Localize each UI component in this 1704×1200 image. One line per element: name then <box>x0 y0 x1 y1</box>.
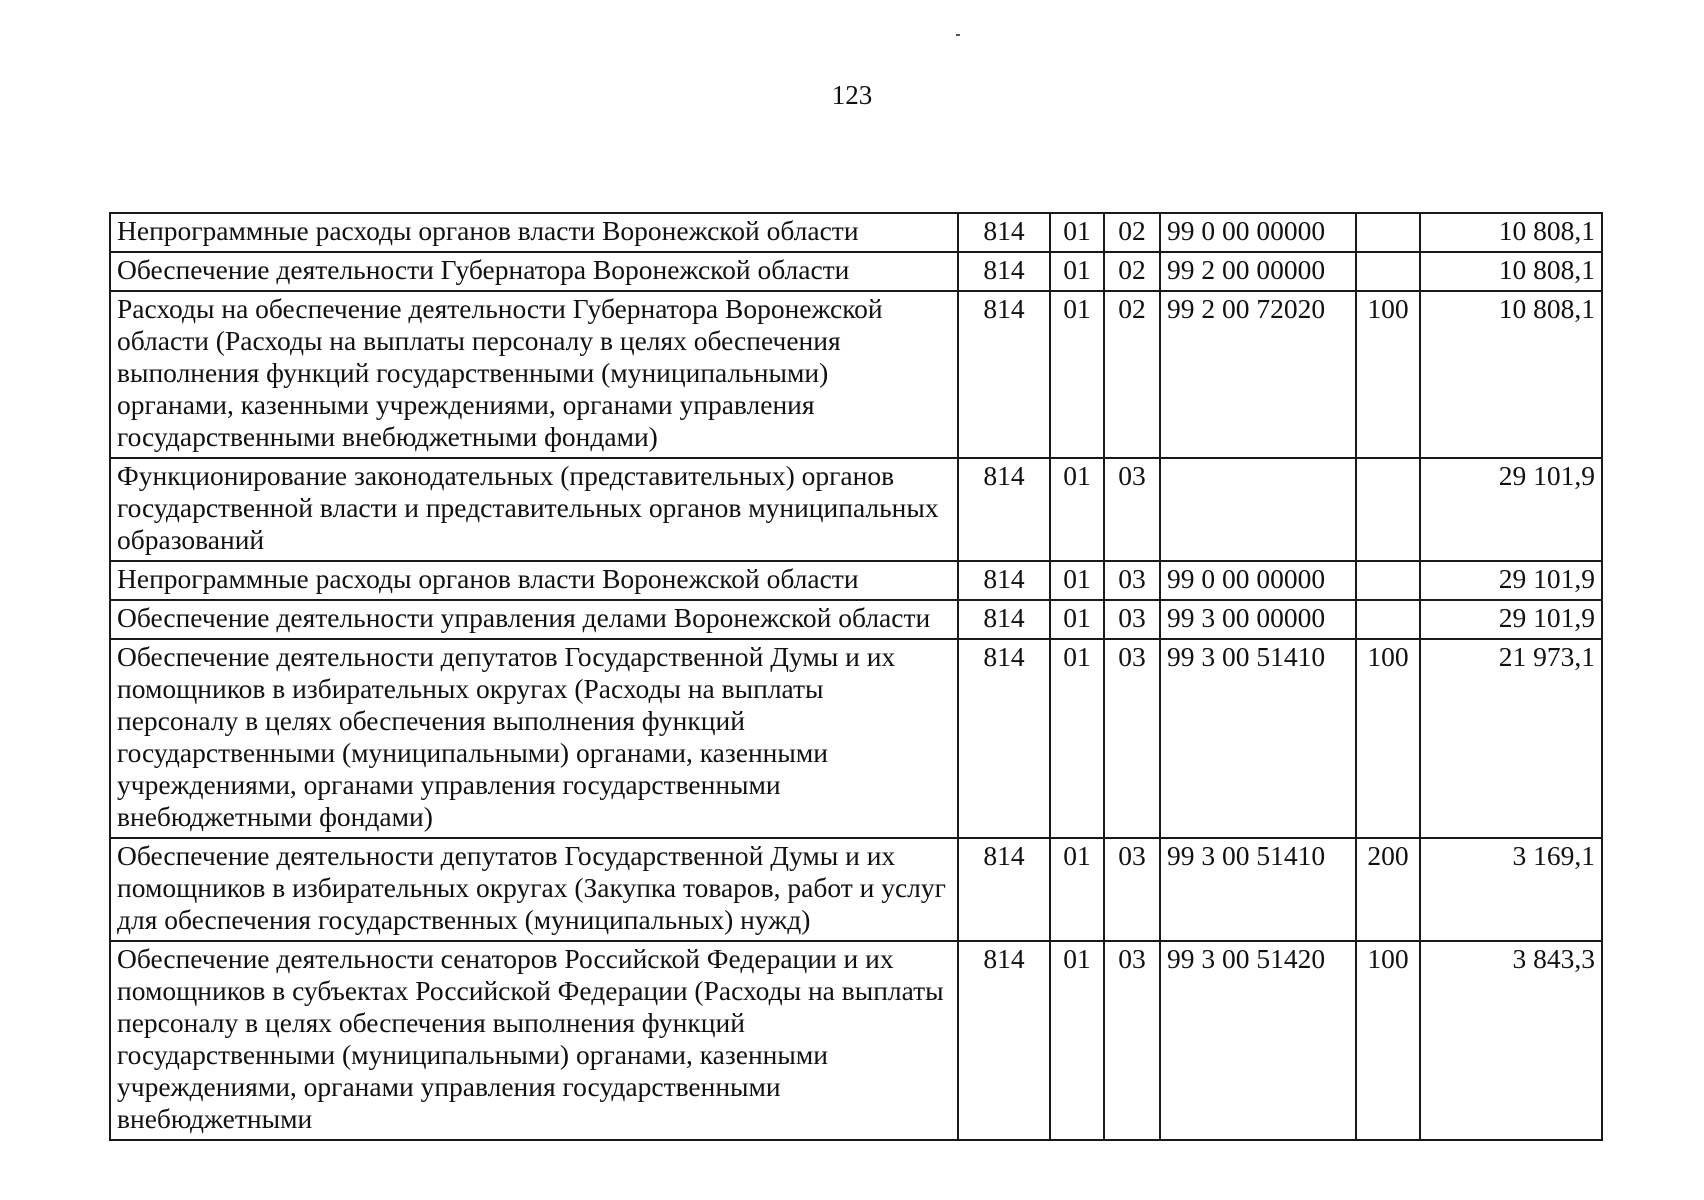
expense-name-cell: Обеспечение деятельности сенаторов Российской Федерации и их помощников в субъектах Российской Федерации (Расходы на выплаты персоналу в целях обеспечения выполнения функций государственными (муниципальными) органами, казенными учреждениями, органами управления государственными внебюджетными <box>110 941 958 1140</box>
table-row <box>110 639 1602 838</box>
subsection-code-cell: 03 <box>1104 600 1160 639</box>
section-code-cell: 01 <box>1050 600 1104 639</box>
ministry-code-cell: 814 <box>958 561 1050 600</box>
expense-type-cell <box>1356 458 1420 561</box>
amount-cell: 10 808,1 <box>1420 252 1602 291</box>
ministry-code-cell: 814 <box>958 213 1050 252</box>
ministry-code-cell: 814 <box>958 458 1050 561</box>
expense-type-cell <box>1356 561 1420 600</box>
page-number: 123 <box>831 80 873 110</box>
subsection-code-cell: 02 <box>1104 291 1160 458</box>
ministry-code-cell: 814 <box>958 941 1050 1140</box>
amount-cell: 3 843,3 <box>1420 941 1602 1140</box>
expense-type-cell: 100 <box>1356 639 1420 838</box>
amount-cell: 21 973,1 <box>1420 639 1602 838</box>
target-article-cell: 99 0 00 00000 <box>1160 561 1356 600</box>
ministry-code-cell: 814 <box>958 838 1050 941</box>
table-row <box>110 838 1602 941</box>
table-row <box>110 291 1602 458</box>
expense-name-cell: Обеспечение деятельности Губернатора Воронежской области <box>110 252 958 291</box>
target-article-cell: 99 3 00 51410 <box>1160 838 1356 941</box>
budget-table-body <box>110 213 1602 1140</box>
expense-type-cell: 100 <box>1356 941 1420 1140</box>
expense-name-cell: Обеспечение деятельности депутатов Государственной Думы и их помощников в избирательных округах (Закупка товаров, работ и услуг для обеспечения государственных (муниципальных) нужд) <box>110 838 958 941</box>
section-code-cell: 01 <box>1050 213 1104 252</box>
expense-name-cell: Расходы на обеспечение деятельности Губернатора Воронежской области (Расходы на выплаты персоналу в целях обеспечения выполнения функций государственными (муниципальными) органами, казенными учреждениями, органами управления государственными внебюджетными фондами) <box>110 291 958 458</box>
ministry-code-cell: 814 <box>958 291 1050 458</box>
target-article-cell <box>1160 458 1356 561</box>
expense-name-cell: Функционирование законодательных (представительных) органов государственной власти и представительных органов муниципальных образований <box>110 458 958 561</box>
amount-cell: 29 101,9 <box>1420 561 1602 600</box>
scan-speck <box>956 34 960 36</box>
amount-cell: 10 808,1 <box>1420 213 1602 252</box>
expense-type-cell <box>1356 252 1420 291</box>
amount-cell: 3 169,1 <box>1420 838 1602 941</box>
section-code-cell: 01 <box>1050 458 1104 561</box>
expense-name-cell: Обеспечение деятельности депутатов Государственной Думы и их помощников в избирательных округах (Расходы на выплаты персоналу в целях обеспечения выполнения функций государственными (муниципальными) органами, казенными учреждениями, органами управления государственными внебюджетными фондами) <box>110 639 958 838</box>
section-code-cell: 01 <box>1050 941 1104 1140</box>
section-code-cell: 01 <box>1050 838 1104 941</box>
expense-type-cell: 100 <box>1356 291 1420 458</box>
expense-type-cell <box>1356 600 1420 639</box>
subsection-code-cell: 03 <box>1104 639 1160 838</box>
subsection-code-cell: 03 <box>1104 561 1160 600</box>
target-article-cell: 99 3 00 51410 <box>1160 639 1356 838</box>
ministry-code-cell: 814 <box>958 639 1050 838</box>
ministry-code-cell: 814 <box>958 600 1050 639</box>
amount-cell: 29 101,9 <box>1420 458 1602 561</box>
expense-type-cell <box>1356 213 1420 252</box>
table-row <box>110 252 1602 291</box>
subsection-code-cell: 02 <box>1104 213 1160 252</box>
expense-name-cell: Непрограммные расходы органов власти Воронежской области <box>110 213 958 252</box>
expense-name-cell: Непрограммные расходы органов власти Воронежской области <box>110 561 958 600</box>
section-code-cell: 01 <box>1050 639 1104 838</box>
target-article-cell: 99 3 00 51420 <box>1160 941 1356 1140</box>
budget-table <box>109 212 1603 1141</box>
table-row <box>110 941 1602 1140</box>
expense-type-cell: 200 <box>1356 838 1420 941</box>
ministry-code-cell: 814 <box>958 252 1050 291</box>
table-row <box>110 213 1602 252</box>
target-article-cell: 99 2 00 00000 <box>1160 252 1356 291</box>
target-article-cell: 99 0 00 00000 <box>1160 213 1356 252</box>
section-code-cell: 01 <box>1050 291 1104 458</box>
target-article-cell: 99 3 00 00000 <box>1160 600 1356 639</box>
table-row <box>110 458 1602 561</box>
section-code-cell: 01 <box>1050 252 1104 291</box>
subsection-code-cell: 02 <box>1104 252 1160 291</box>
target-article-cell: 99 2 00 72020 <box>1160 291 1356 458</box>
section-code-cell: 01 <box>1050 561 1104 600</box>
subsection-code-cell: 03 <box>1104 941 1160 1140</box>
subsection-code-cell: 03 <box>1104 838 1160 941</box>
table-row <box>110 561 1602 600</box>
subsection-code-cell: 03 <box>1104 458 1160 561</box>
amount-cell: 29 101,9 <box>1420 600 1602 639</box>
table-row <box>110 600 1602 639</box>
expense-name-cell: Обеспечение деятельности управления делами Воронежской области <box>110 600 958 639</box>
amount-cell: 10 808,1 <box>1420 291 1602 458</box>
